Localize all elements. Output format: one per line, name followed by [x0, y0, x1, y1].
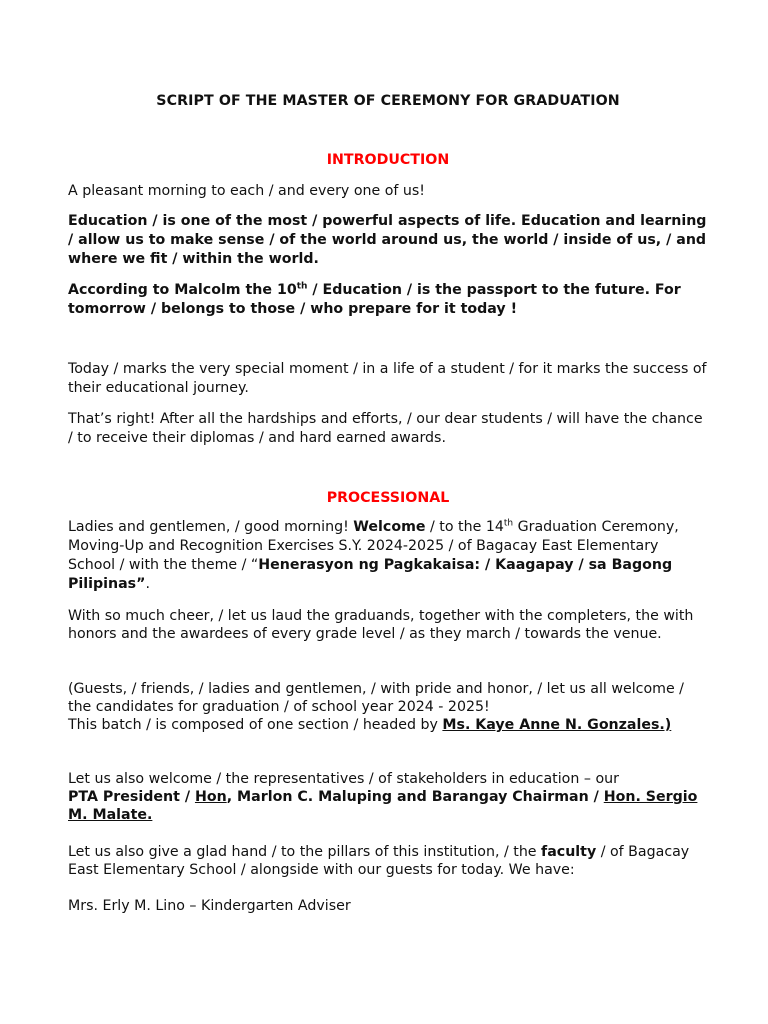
kindergarten-adviser-line: Mrs. Erly M. Lino – Kindergarten Adviser — [68, 898, 351, 914]
faculty-part-a: Let us also give a glad hand / to the pillars of this institution, / the — [68, 844, 542, 860]
processional-faculty-paragraph — [68, 843, 708, 879]
intro-today-paragraph: Today / marks the very special moment / in a life of a student / for it marks the success of their educational journey. — [68, 361, 707, 396]
quote-part-b: / Education / is the passport to the future. For tomorrow / belongs to those / who prepare for it today ! — [68, 282, 681, 317]
quote-superscript: th — [296, 281, 308, 292]
stakeholders-part-b: , Marlon C. Maluping and Barangay Chairman / — [226, 789, 604, 805]
introduction-heading: INTRODUCTION — [326, 152, 450, 168]
processional-stakeholders-paragraph — [68, 770, 708, 824]
faculty-word: faculty — [541, 844, 597, 860]
processional-heading: PROCESSIONAL — [326, 490, 450, 506]
welcome-part-c: Graduation Ceremony, Moving-Up and Recognition Exercises S.Y. 2024-2025 / of Bagacay East Elementary School / with the theme / “ — [68, 519, 679, 573]
stakeholders-part-a: Let us also welcome / the representatives / of stakeholders in education – our — [68, 771, 619, 787]
intro-greeting: A pleasant morning to each / and every one of us! — [68, 183, 425, 199]
batch-part-a: This batch / is composed of one section / headed by — [68, 717, 443, 733]
welcome-part-b: / to the 14 — [425, 519, 504, 535]
intro-thats-right-paragraph: That’s right! After all the hardships and efforts, / our dear students / will have the chance / to receive their diplomas / and hard earned awards. — [68, 411, 703, 446]
faculty-part-b: / of Bagacay East Elementary School / alongside with our guests for today. We have: — [68, 844, 690, 878]
intro-quote-paragraph — [68, 281, 708, 319]
welcome-word: Welcome — [353, 519, 426, 535]
adviser-name: Ms. Kaye Anne N. Gonzales.) — [442, 717, 672, 733]
theme-text: Henerasyon ng Pagkakaisa: / Kaagapay / sa Bagong Pilipinas” — [68, 557, 673, 592]
processional-batch-paragraph — [68, 716, 708, 734]
processional-welcome-paragraph — [68, 518, 708, 594]
intro-education-paragraph: Education / is one of the most / powerful aspects of life. Education and learning / allow us to make sense / of the world around us, the world / inside of us, / and where we fit / within the world. — [68, 213, 707, 267]
welcome-end: . — [145, 576, 150, 592]
hon-two: Hon. Sergio M. Malate. — [68, 789, 698, 823]
document-title: SCRIPT OF THE MASTER OF CEREMONY FOR GRADUATION — [156, 93, 620, 109]
welcome-superscript: th — [503, 518, 514, 529]
welcome-part-a: Ladies and gentlemen, / good morning! — [68, 519, 354, 535]
processional-guests-paragraph: (Guests, / friends, / ladies and gentlemen, / with pride and honor, / let us all welcome / the candidates for graduation / of school year 2024 - 2025! — [68, 681, 684, 715]
hon-one: Hon — [194, 789, 227, 805]
quote-part-a: According to Malcolm the 10 — [68, 282, 297, 298]
processional-cheer-paragraph: With so much cheer, / let us laud the graduands, together with the completers, the with honors and the awardees of every grade level / as they march / towards the venue. — [68, 608, 694, 642]
pta-label: PTA President / — [68, 789, 195, 805]
